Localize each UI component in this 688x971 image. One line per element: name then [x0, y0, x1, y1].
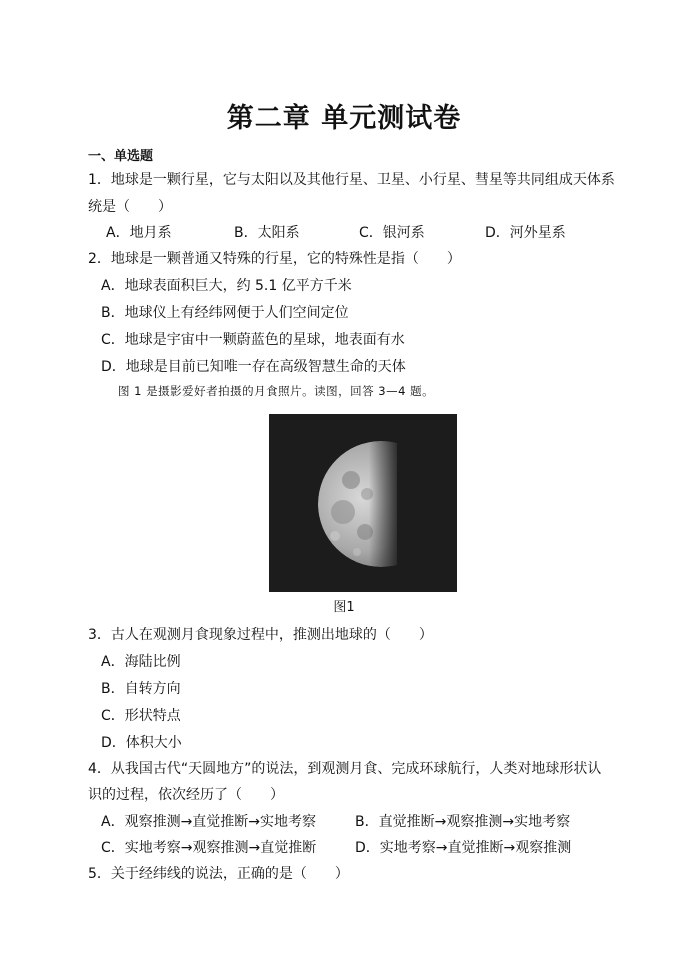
moon-image [269, 414, 457, 592]
q1-stem-line1: 1．地球是一颗行星，它与太阳以及其他行星、卫星、小行星、彗星等共同组成天体系 [88, 172, 615, 188]
q1-option-a: A．地月系 [106, 225, 172, 241]
q4-option-c: C．实地考察→观察推测→直觉推断 [101, 840, 317, 856]
q3-option-c: C．形状特点 [101, 708, 181, 724]
q2-option-c: C．地球是宇宙中一颗蔚蓝色的星球，地表面有水 [101, 332, 405, 348]
q4-option-a: A．观察推测→直觉推断→实地考察 [101, 814, 317, 830]
q2-stem: 2．地球是一颗普通又特殊的行星，它的特殊性是指（ ） [88, 251, 461, 267]
q1-option-c: C．银河系 [359, 225, 425, 241]
figure-label: 图1 [333, 600, 355, 615]
q2-option-b: B．地球仪上有经纬网便于人们空间定位 [101, 305, 349, 321]
q2-option-a: A．地球表面积巨大，约 5.1 亿平方千米 [101, 278, 352, 294]
q4-stem-line2: 识的过程，依次经历了（ ） [88, 787, 284, 803]
q4-option-d: D．实地考察→直觉推断→观察推测 [355, 840, 572, 856]
figure-caption: 图 1 是摄影爱好者拍摄的月食照片。读图，回答 3—4 题。 [118, 384, 435, 398]
q3-option-d: D．体积大小 [101, 735, 182, 751]
q3-option-b: B．自转方向 [101, 681, 181, 697]
page-title: 第二章 单元测试卷 [226, 103, 462, 134]
q1-stem-line2: 统是（ ） [88, 199, 172, 215]
q4-stem-line1: 4．从我国古代“天圆地方”的说法，到观测月食、完成环球航行，人类对地球形状认 [88, 761, 602, 777]
q4-option-b: B．直觉推断→观察推测→实地考察 [355, 814, 571, 830]
q3-option-a: A．海陆比例 [101, 654, 181, 670]
q1-option-d: D．河外星系 [485, 225, 566, 241]
q3-stem: 3．古人在观测月食现象过程中，推测出地球的（ ） [88, 627, 433, 643]
lunar-eclipse-photo [269, 414, 457, 592]
section-heading: 一、单选题 [88, 149, 154, 164]
q5-stem: 5．关于经纬线的说法，正确的是（ ） [88, 866, 349, 882]
q1-option-b: B．太阳系 [234, 225, 300, 241]
q2-option-d: D．地球是目前已知唯一存在高级智慧生命的天体 [101, 359, 406, 375]
